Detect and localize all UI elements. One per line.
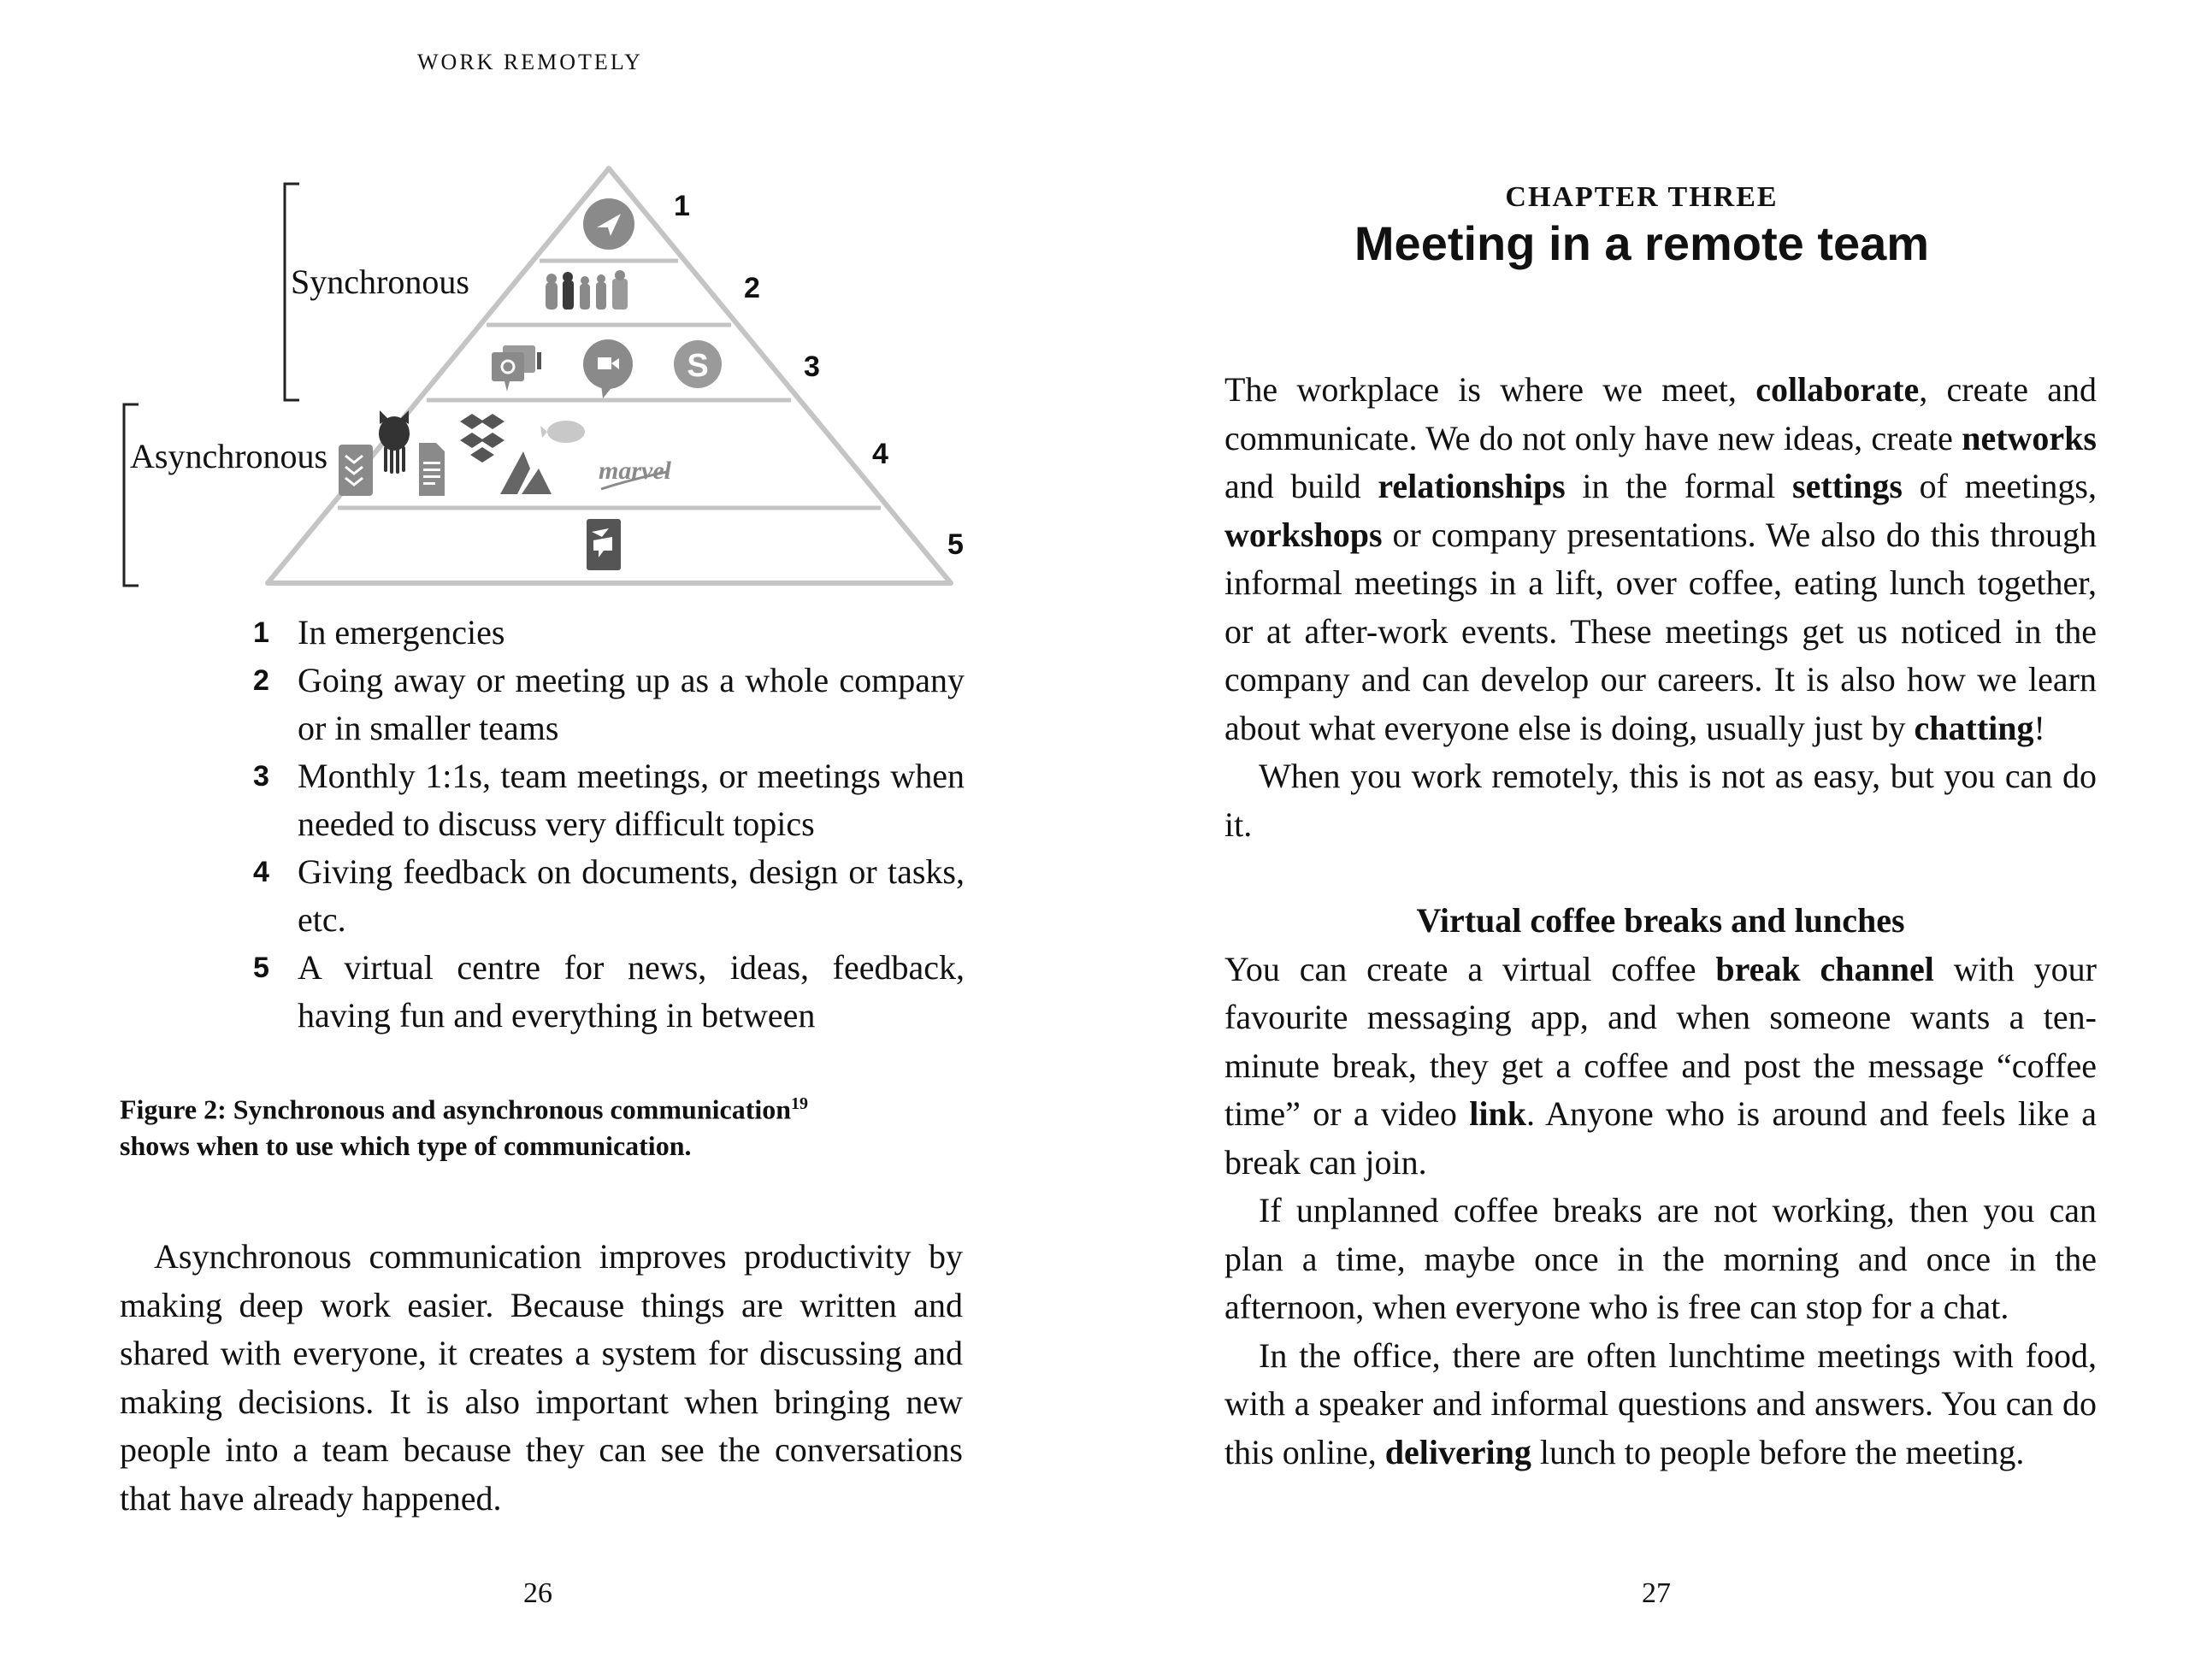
paragraph: Asynchronous communication improves productivity by making deep work easier. Because things are written and shared with everyone, it creates a system for discussing and making decisions. It is also important when bringing new people into a team because they can see the conversations that have already happened.: [120, 1237, 963, 1518]
telegram-icon: [583, 198, 634, 250]
pyramid-legend: [253, 609, 965, 1040]
communication-pyramid-figure: [0, 0, 1094, 616]
caption-line-2: shows when to use which type of communication.: [120, 1129, 692, 1161]
legend-item: [253, 609, 965, 657]
svg-text:marvel: marvel: [599, 457, 671, 485]
flarum-forum-icon: [587, 519, 621, 570]
legend-text: Going away or meeting up as a whole company or in smaller teams: [298, 661, 965, 747]
legend-item: [253, 944, 965, 1040]
legend-number: 1: [253, 616, 269, 649]
left-body-text: [120, 1233, 963, 1523]
page-number: 26: [523, 1577, 552, 1609]
legend-number: 4: [253, 856, 269, 888]
todoist-icon: [339, 445, 373, 496]
legend-item: [253, 752, 965, 848]
paragraph: The workplace is where we meet, collaborate, create and communicate. We do not only have new ideas, create networks and build relationships in the formal settings of meetings, workshops or company presentations. We also do this through informal meetings in a lift, over coffee, eating lunch together, or at after-work events. These meetings get us noticed in the company and can develop our careers. It is also how we learn about what everyone else is doing, usually just by chatting!: [1224, 370, 2097, 747]
marvel-icon: [599, 457, 672, 489]
section-subheading: Virtual coffee breaks and lunches: [1416, 901, 1905, 940]
paragraph: When you work remotely, this is not as easy, but you can do it.: [1224, 757, 2097, 844]
running-head: WORK REMOTELY: [417, 50, 643, 74]
tier-number-1: 1: [674, 190, 690, 222]
svg-text:S: S: [687, 348, 709, 384]
legend-text: In emergencies: [298, 613, 505, 651]
paragraph: You can create a virtual coffee break channel with your favourite messaging app, and when someone wants a ten-minute break, they get a coffee and post the message “coffee time” or a video link. Anyone who is around and feels like a break can join.: [1224, 949, 2097, 1182]
legend-item: [253, 657, 965, 752]
left-page: [0, 0, 1094, 1680]
paragraph: In the office, there are often lunchtime meetings with food, with a speaker and informal questions and answers. You can do this online, delivering lunch to people before the meeting.: [1224, 1335, 2097, 1471]
legend-number: 5: [253, 952, 269, 984]
tier-number-4: 4: [872, 438, 888, 470]
tier-number-2: 2: [744, 272, 760, 304]
chapter-title: Meeting in a remote team: [1354, 216, 1930, 270]
page-number: 27: [1642, 1577, 1671, 1609]
legend-item: [253, 848, 965, 944]
tier-number-5: 5: [947, 528, 964, 561]
figure-caption: [120, 1086, 975, 1164]
legend-number: 3: [253, 760, 269, 793]
tier-number-3: 3: [804, 351, 820, 383]
caption-line-1: Figure 2: Synchronous and asynchronous communication: [120, 1093, 792, 1125]
legend-number: 2: [253, 664, 269, 697]
footnote-marker: 19: [791, 1094, 809, 1113]
paragraph: If unplanned coffee breaks are not working, then you can plan a time, maybe once in the morning and once in the afternoon, when everyone who is free can stop for a chat.: [1224, 1191, 2097, 1326]
asynchronous-bracket: [124, 404, 139, 586]
right-page: [1094, 0, 2189, 1680]
asynchronous-label: Asynchronous: [130, 437, 328, 475]
google-docs-icon: [419, 443, 445, 496]
legend-text: Giving feedback on documents, design or tasks, etc.: [298, 852, 965, 939]
legend-text: Monthly 1:1s, team meetings, or meetings when needed to discuss very difficult topics: [298, 757, 965, 843]
pyramid-diagram: [0, 0, 1094, 616]
right-body-text: [1224, 366, 2097, 1477]
chapter-label: CHAPTER THREE: [1505, 181, 1779, 213]
synchronous-label: Synchronous: [291, 262, 469, 301]
skype-icon: [674, 340, 722, 388]
legend-text: A virtual centre for news, ideas, feedback, having fun and everything in between: [298, 948, 965, 1035]
